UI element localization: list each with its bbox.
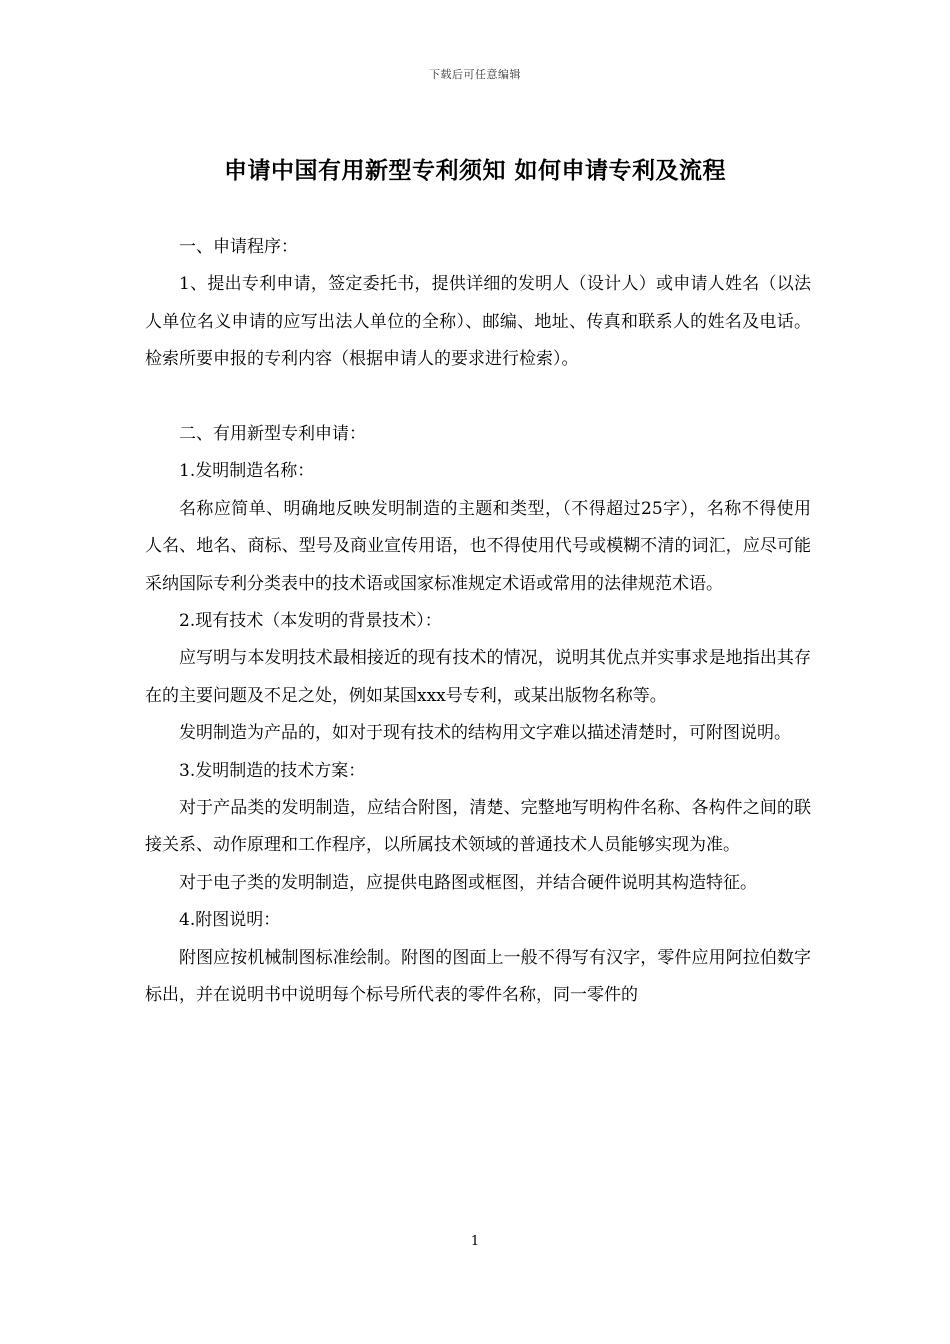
page-number: 1 xyxy=(470,1234,480,1249)
paragraph: 对于产品类的发明制造，应结合附图，清楚、完整地写明构件名称、各构件之间的联接关系、动作原理和工作程序，以所属技术领域的普通技术人员能够实现为准。 xyxy=(145,798,811,856)
paragraph: 应写明与本发明技术最相接近的现有技术的情况，说明其优点并实事求是地指出其存在的主要问题及不足之处，例如某国xxx号专利，或某出版物名称等。 xyxy=(145,648,811,706)
document-body xyxy=(145,229,811,1015)
paragraph: 对于电子类的发明制造，应提供电路图或框图，并结合硬件说明其构造特征。 xyxy=(179,872,757,893)
subsection-heading: 2.现有技术（本发明的背景技术）： xyxy=(179,611,442,632)
section-heading: 二、有用新型专利申请： xyxy=(179,424,366,445)
paragraph: 发明制造为产品的，如对于现有技术的结构用文字难以描述清楚时，可附图说明。 xyxy=(179,723,791,744)
header-note: 下载后可任意编辑 xyxy=(429,68,521,81)
paragraph: 名称应简单、明确地反映发明制造的主题和类型，（不得超过25字），名称不得使用人名、地名、商标、型号及商业宣传用语，也不得使用代号或模糊不清的词汇，应尽可能采纳国际专利分类表中的技术语或国家标准规定术语或常用的法律规范术语。 xyxy=(145,498,811,594)
paragraph: 附图应按机械制图标准绘制。附图的图面上一般不得写有汉字，零件应用阿拉伯数字标出，并在说明书中说明每个标号所代表的零件名称，同一零件的 xyxy=(145,947,811,1006)
subsection-heading: 4.附图说明： xyxy=(179,910,281,931)
document-title: 申请中国有用新型专利须知 如何申请专利及流程 xyxy=(223,157,726,184)
subsection-heading: 1.发明制造名称： xyxy=(179,461,315,482)
subsection-heading: 3.发明制造的技术方案： xyxy=(179,760,366,781)
paragraph: 1、提出专利申请，签定委托书，提供详细的发明人（设计人）或申请人姓名（以法人单位名义申请的应写出法人单位的全称）、邮编、地址、传真和联系人的姓名及电话。检索所要申报的专利内容（根据申请人的要求进行检索）。 xyxy=(145,274,811,370)
section-heading: 一、申请程序： xyxy=(179,237,298,257)
